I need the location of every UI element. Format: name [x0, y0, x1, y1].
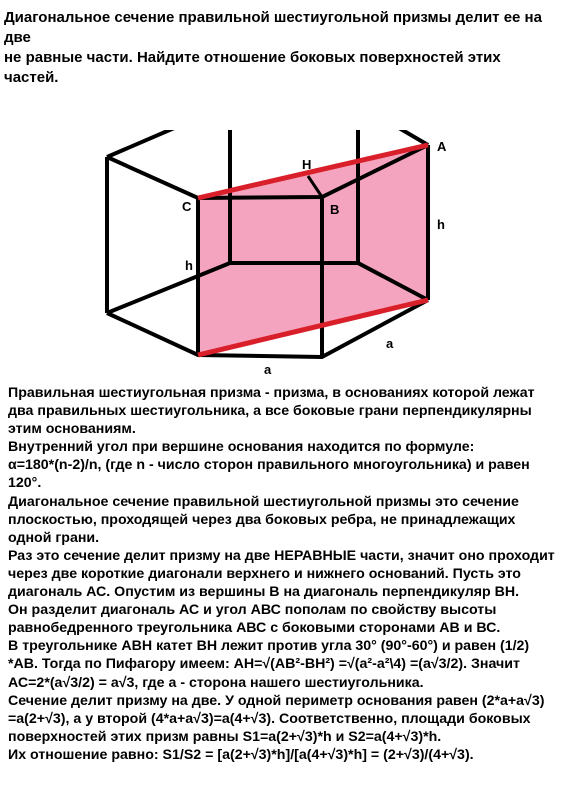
- solution-line: этим основаниям.: [8, 421, 136, 438]
- solution-line: Правильная шестиугольная призма - призма, в основаниях которой лежат: [8, 385, 535, 401]
- label-height-right: h: [437, 217, 445, 232]
- label-c-vertex: C: [182, 199, 192, 214]
- solution-line: поверхностей этих призм равны S1=a(2+√3)*h и S2=a(4+√3)*h.: [8, 728, 442, 745]
- solution-line: АС=2*(a√3/2) = a√3, где a - сторона нашего шестиугольника.: [8, 674, 424, 691]
- solution-line: Диагональное сечение правильной шестиугольной призмы это сечение: [8, 493, 519, 510]
- solution-line: *АВ. Тогда по Пифагору имеем: АН=√(АВ²-ВН²) =√(a²-a²\4) =(a√3/2). Значит: [8, 656, 520, 673]
- diagonal-section: [198, 145, 428, 355]
- solution-line: через две короткие диагонали верхнего и нижнего оснований. Пусть это: [8, 565, 521, 582]
- label-height-left: h: [185, 258, 193, 273]
- solution-line: α=180*(n-2)/n, (где n - число сторон правильного многоугольника) и равен: [8, 457, 530, 474]
- problem-statement: [4, 8, 556, 88]
- solution-line: одной грани.: [8, 529, 100, 546]
- solution-line: плоскостью, проходящей через два боковых ребра, не принадлежащих: [8, 511, 516, 528]
- solution-line: Он разделит диагональ АС и угол АВС пополам по свойству высоты: [8, 602, 497, 619]
- solution-line: =a(2+√3), а у второй (4*a+a√3)=a(4+√3). Соответственно, площади боковых: [8, 710, 531, 727]
- label-side-bottom: a: [264, 362, 272, 377]
- prism-figure: [0, 130, 562, 380]
- solution-line: Их отношение равно: S1/S2 = [a(2+√3)*h]/[a(4+√3)*h] = (2+√3)/(4+√3).: [8, 746, 474, 763]
- label-h-foot: H: [302, 157, 312, 172]
- solution-text: [8, 384, 556, 764]
- solution-line: Сечение делит призму на две. У одной периметр основания равен (2*a+a√3): [8, 692, 545, 709]
- problem-line: не равные части. Найдите отношение боковых поверхностей этих частей.: [4, 49, 501, 86]
- label-side-right: a: [386, 336, 394, 351]
- solution-line: Раз это сечение делит призму на две НЕРАВНЫЕ части, значит оно проходит: [8, 547, 555, 564]
- solution-line: диагональ АС. Опустим из вершины В на диагональ перпендикуляр ВН.: [8, 584, 520, 601]
- solution-line: В треугольнике АВН катет ВН лежит против угла 30° (90°-60°) и равен (1/2): [8, 638, 530, 655]
- label-b-vertex: B: [330, 202, 340, 217]
- solution-line: два правильных шестиугольника, а все боковые грани перпендикулярны: [8, 403, 532, 420]
- solution-line: Внутренний угол при вершине основания находится по формуле:: [8, 439, 475, 456]
- label-a-vertex: A: [437, 139, 447, 154]
- solution-line: равнобедренного треугольника АВС с боковыми сторонами АВ и ВС.: [8, 620, 501, 637]
- problem-line: Диагональное сечение правильной шестиугольной призмы делит ее на две: [4, 9, 542, 46]
- solution-line: 120°.: [8, 475, 42, 492]
